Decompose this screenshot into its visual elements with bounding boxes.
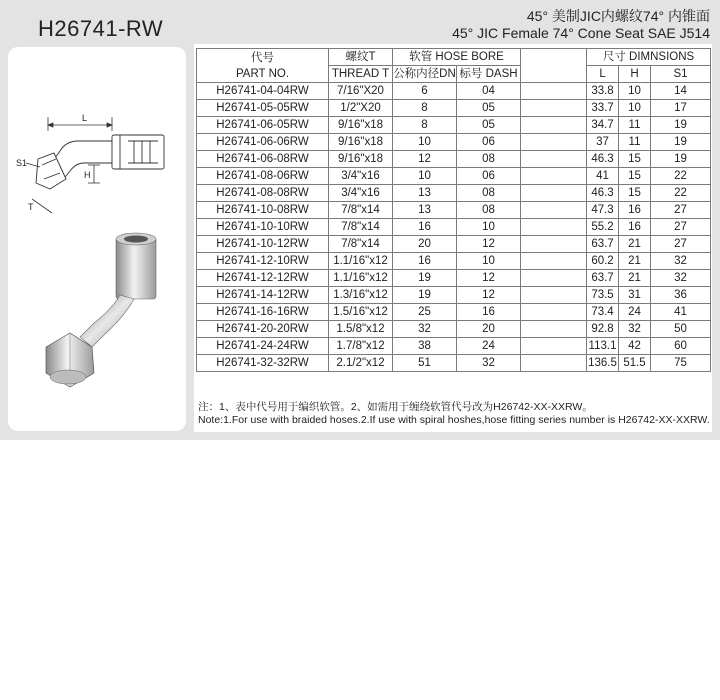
cell-blank bbox=[521, 151, 587, 168]
cell-dn: 32 bbox=[393, 321, 457, 338]
cell-dn: 13 bbox=[393, 202, 457, 219]
table-row bbox=[197, 202, 711, 219]
cell-l: 41 bbox=[587, 168, 619, 185]
cell-thread: 3/4"x16 bbox=[329, 185, 393, 202]
table-row bbox=[197, 219, 711, 236]
cell-dash: 32 bbox=[457, 355, 521, 372]
cell-dn: 6 bbox=[393, 83, 457, 100]
cell-thread: 7/8"x14 bbox=[329, 202, 393, 219]
cell-dash: 06 bbox=[457, 168, 521, 185]
fitting-outline bbox=[36, 135, 164, 189]
cell-blank bbox=[521, 253, 587, 270]
header-part-en: PART NO. bbox=[235, 67, 290, 80]
cell-dash: 04 bbox=[457, 83, 521, 100]
cell-s1: 22 bbox=[651, 168, 711, 185]
cell-l: 92.8 bbox=[587, 321, 619, 338]
cell-h: 42 bbox=[619, 338, 651, 355]
cell-l: 34.7 bbox=[587, 117, 619, 134]
cell-dash: 24 bbox=[457, 338, 521, 355]
table-row bbox=[197, 83, 711, 100]
table-row bbox=[197, 117, 711, 134]
cell-blank bbox=[521, 168, 587, 185]
product-image-card bbox=[8, 47, 186, 431]
cell-blank bbox=[521, 355, 587, 372]
cell-dash: 10 bbox=[457, 219, 521, 236]
header-thread-en: THREAD T bbox=[329, 66, 393, 83]
cell-dash: 12 bbox=[457, 287, 521, 304]
cell-l: 63.7 bbox=[587, 270, 619, 287]
spec-table-body bbox=[197, 83, 711, 372]
cell-part: H26741-05-05RW bbox=[197, 100, 329, 117]
cell-part: H26741-14-12RW bbox=[197, 287, 329, 304]
cell-blank bbox=[521, 304, 587, 321]
cell-s1: 75 bbox=[651, 355, 711, 372]
product-title-en: 45° JIC Female 74° Cone Seat SAE J514 bbox=[452, 25, 710, 41]
header-dash: 标号 DASH bbox=[457, 66, 521, 83]
cell-l: 46.3 bbox=[587, 185, 619, 202]
cell-dn: 13 bbox=[393, 185, 457, 202]
cell-l: 46.3 bbox=[587, 151, 619, 168]
product-code: H26741-RW bbox=[38, 16, 164, 41]
header-blank bbox=[521, 49, 587, 83]
cell-blank bbox=[521, 117, 587, 134]
cell-l: 33.8 bbox=[587, 83, 619, 100]
cell-h: 32 bbox=[619, 321, 651, 338]
header-dimensions: 尺寸 DIMNSIONS bbox=[587, 49, 711, 66]
cell-dash: 05 bbox=[457, 117, 521, 134]
cell-thread: 1.7/8"x12 bbox=[329, 338, 393, 355]
cell-thread: 1.5/8"x12 bbox=[329, 321, 393, 338]
cell-dn: 25 bbox=[393, 304, 457, 321]
cell-blank bbox=[521, 134, 587, 151]
cell-blank bbox=[521, 100, 587, 117]
header-s1: S1 bbox=[651, 66, 711, 83]
cell-dn: 38 bbox=[393, 338, 457, 355]
cell-l: 136.5 bbox=[587, 355, 619, 372]
cell-thread: 9/16"x18 bbox=[329, 134, 393, 151]
spec-table bbox=[196, 48, 711, 372]
cell-dn: 16 bbox=[393, 253, 457, 270]
cell-dash: 10 bbox=[457, 253, 521, 270]
cell-dash: 12 bbox=[457, 270, 521, 287]
cell-part: H26741-12-12RW bbox=[197, 270, 329, 287]
header-l: L bbox=[587, 66, 619, 83]
cell-h: 15 bbox=[619, 151, 651, 168]
cell-l: 73.4 bbox=[587, 304, 619, 321]
cell-s1: 19 bbox=[651, 151, 711, 168]
label-s1: S1 bbox=[16, 158, 28, 168]
header-hose-bore: 软管 HOSE BORE bbox=[393, 49, 521, 66]
cell-h: 16 bbox=[619, 219, 651, 236]
table-row bbox=[197, 355, 711, 372]
cell-blank bbox=[521, 338, 587, 355]
cell-dn: 8 bbox=[393, 100, 457, 117]
cell-dash: 08 bbox=[457, 185, 521, 202]
cell-dn: 10 bbox=[393, 168, 457, 185]
cell-thread: 1.1/16"x12 bbox=[329, 253, 393, 270]
cell-dn: 16 bbox=[393, 219, 457, 236]
cell-l: 113.1 bbox=[587, 338, 619, 355]
cell-h: 24 bbox=[619, 304, 651, 321]
cell-h: 11 bbox=[619, 117, 651, 134]
cell-h: 21 bbox=[619, 270, 651, 287]
cell-s1: 60 bbox=[651, 338, 711, 355]
header-thread-cn: 螺纹T bbox=[329, 49, 393, 66]
table-row bbox=[197, 100, 711, 117]
cell-dash: 16 bbox=[457, 304, 521, 321]
table-row bbox=[197, 304, 711, 321]
product-header bbox=[452, 8, 710, 42]
cell-s1: 27 bbox=[651, 219, 711, 236]
cell-s1: 22 bbox=[651, 185, 711, 202]
cell-part: H26741-24-24RW bbox=[197, 338, 329, 355]
cell-part: H26741-06-06RW bbox=[197, 134, 329, 151]
cell-dash: 08 bbox=[457, 151, 521, 168]
cell-part: H26741-04-04RW bbox=[197, 83, 329, 100]
cell-dash: 06 bbox=[457, 134, 521, 151]
cell-h: 10 bbox=[619, 100, 651, 117]
table-row bbox=[197, 338, 711, 355]
cell-h: 16 bbox=[619, 202, 651, 219]
cell-dn: 20 bbox=[393, 236, 457, 253]
table-row bbox=[197, 287, 711, 304]
cell-blank bbox=[521, 321, 587, 338]
cell-blank bbox=[521, 185, 587, 202]
cell-s1: 19 bbox=[651, 134, 711, 151]
cell-s1: 50 bbox=[651, 321, 711, 338]
cell-part: H26741-20-20RW bbox=[197, 321, 329, 338]
header-h: H bbox=[619, 66, 651, 83]
cell-dn: 10 bbox=[393, 134, 457, 151]
cell-thread: 9/16"x18 bbox=[329, 117, 393, 134]
cell-blank bbox=[521, 83, 587, 100]
t-leader bbox=[32, 199, 52, 213]
table-row bbox=[197, 151, 711, 168]
cell-l: 55.2 bbox=[587, 219, 619, 236]
cell-part: H26741-10-08RW bbox=[197, 202, 329, 219]
cell-dn: 12 bbox=[393, 151, 457, 168]
cell-h: 31 bbox=[619, 287, 651, 304]
cell-thread: 9/16"x18 bbox=[329, 151, 393, 168]
cell-s1: 41 bbox=[651, 304, 711, 321]
table-row bbox=[197, 185, 711, 202]
table-row bbox=[197, 253, 711, 270]
cell-s1: 17 bbox=[651, 100, 711, 117]
cell-part: H26741-08-06RW bbox=[197, 168, 329, 185]
notes bbox=[198, 401, 710, 427]
cell-l: 73.5 bbox=[587, 287, 619, 304]
header-part-no bbox=[197, 49, 329, 83]
spec-table-card bbox=[194, 44, 712, 432]
cell-dn: 19 bbox=[393, 287, 457, 304]
cell-part: H26741-10-12RW bbox=[197, 236, 329, 253]
cell-blank bbox=[521, 236, 587, 253]
cell-blank bbox=[521, 219, 587, 236]
cell-thread: 7/8"x14 bbox=[329, 219, 393, 236]
cell-dash: 08 bbox=[457, 202, 521, 219]
note-en: Note:1.For use with braided hoses.2.If use with spiral hoshes,hose fitting series number is H26742-XX-XXRW. bbox=[198, 414, 710, 426]
cell-part: H26741-06-08RW bbox=[197, 151, 329, 168]
cell-dash: 20 bbox=[457, 321, 521, 338]
cell-h: 11 bbox=[619, 134, 651, 151]
cell-thread: 7/8"x14 bbox=[329, 236, 393, 253]
cell-l: 47.3 bbox=[587, 202, 619, 219]
cell-blank bbox=[521, 287, 587, 304]
cell-s1: 36 bbox=[651, 287, 711, 304]
cell-part: H26741-32-32RW bbox=[197, 355, 329, 372]
table-row bbox=[197, 134, 711, 151]
fitting-drawing bbox=[8, 47, 186, 431]
cell-dn: 8 bbox=[393, 117, 457, 134]
cell-s1: 27 bbox=[651, 202, 711, 219]
cell-part: H26741-16-16RW bbox=[197, 304, 329, 321]
cell-s1: 32 bbox=[651, 253, 711, 270]
cell-h: 10 bbox=[619, 83, 651, 100]
cell-l: 33.7 bbox=[587, 100, 619, 117]
cell-dn: 51 bbox=[393, 355, 457, 372]
cell-s1: 32 bbox=[651, 270, 711, 287]
cell-s1: 14 bbox=[651, 83, 711, 100]
cell-part: H26741-06-05RW bbox=[197, 117, 329, 134]
cell-l: 60.2 bbox=[587, 253, 619, 270]
header-part-cn: 代号 bbox=[251, 51, 274, 64]
cell-l: 63.7 bbox=[587, 236, 619, 253]
cell-blank bbox=[521, 270, 587, 287]
cell-dash: 12 bbox=[457, 236, 521, 253]
cell-h: 21 bbox=[619, 236, 651, 253]
cell-l: 37 bbox=[587, 134, 619, 151]
cell-part: H26741-12-10RW bbox=[197, 253, 329, 270]
cell-dn: 19 bbox=[393, 270, 457, 287]
cell-thread: 3/4"x16 bbox=[329, 168, 393, 185]
product-title-cn: 45° 美制JIC内螺纹74° 内锥面 bbox=[526, 8, 710, 24]
cell-thread: 1.5/16"x12 bbox=[329, 304, 393, 321]
table-row bbox=[197, 236, 711, 253]
cell-thread: 1/2"X20 bbox=[329, 100, 393, 117]
cell-thread: 1.3/16"x12 bbox=[329, 287, 393, 304]
dimension-l bbox=[48, 117, 112, 131]
cell-h: 15 bbox=[619, 168, 651, 185]
table-row bbox=[197, 270, 711, 287]
cell-dash: 05 bbox=[457, 100, 521, 117]
table-row bbox=[197, 168, 711, 185]
cell-blank bbox=[521, 202, 587, 219]
header-dn: 公称内径DN bbox=[393, 66, 457, 83]
fitting-photo bbox=[46, 233, 156, 387]
note-cn: 注：1、表中代号用于编织软管。2、如需用于缠绕软管代号改为H26742-XX-XXRW。 bbox=[198, 401, 593, 413]
cell-part: H26741-10-10RW bbox=[197, 219, 329, 236]
cell-thread: 2.1/2"x12 bbox=[329, 355, 393, 372]
label-t: T bbox=[28, 202, 34, 212]
cell-s1: 27 bbox=[651, 236, 711, 253]
cell-h: 15 bbox=[619, 185, 651, 202]
cell-part: H26741-08-08RW bbox=[197, 185, 329, 202]
cell-thread: 1.1/16"x12 bbox=[329, 270, 393, 287]
label-h: H bbox=[84, 170, 91, 180]
cell-s1: 19 bbox=[651, 117, 711, 134]
cell-thread: 7/16"X20 bbox=[329, 83, 393, 100]
cell-h: 51.5 bbox=[619, 355, 651, 372]
cell-h: 21 bbox=[619, 253, 651, 270]
label-l: L bbox=[82, 113, 88, 123]
table-row bbox=[197, 321, 711, 338]
